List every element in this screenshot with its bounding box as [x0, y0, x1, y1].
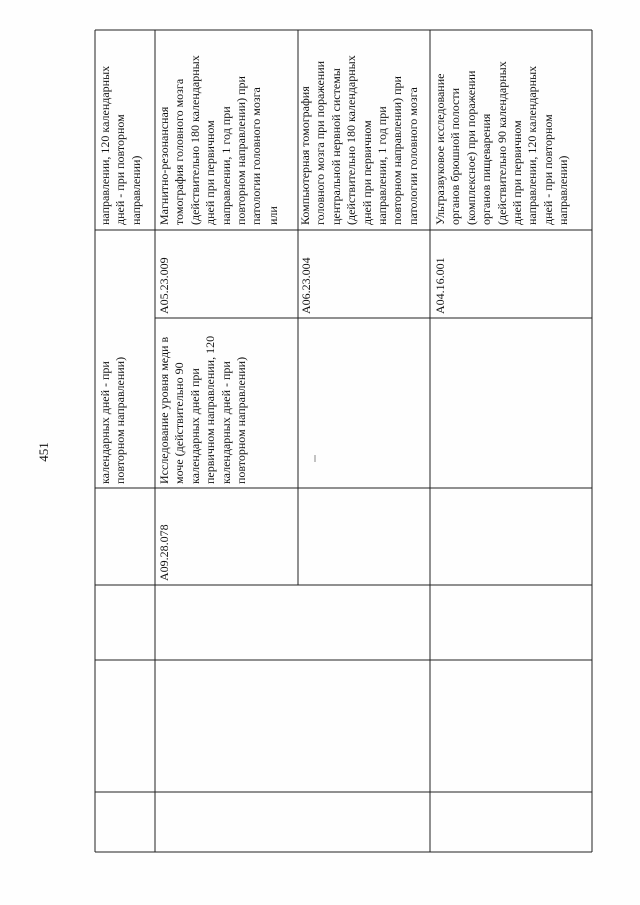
instrumental-code-ct: A06.23.004 [299, 257, 313, 314]
instrumental-code-mri: A05.23.009 [157, 257, 171, 314]
instrumental-name-ultrasound: Ультразвуковое исследование органов брюшной полости (комплексное) при поражении органов пищеварения (действительно 90 календарных дней при первичном направлении, 120 календарных дней - при повторном направлении) [433, 61, 571, 225]
instrumental-name-mri: Магнитно-резонансная томография головного мозга (действительно 180 календарных дней при первичном направлении, 1 год при повторном направлении) при патологии головного мозга [157, 55, 264, 225]
service-code-copper: A09.28.078 [157, 524, 171, 581]
service-name-first-tail: календарных дней - при повторном направлении) [98, 356, 128, 484]
instrumental-code-ultrasound: A04.16.001 [433, 257, 447, 314]
page-number: 451 [36, 442, 51, 462]
service-name-copper: Исследование уровня меди в моче (действительно 90 календарных дней при первичном направлении, 120 календарных дней - при повторном направлении) [157, 335, 249, 484]
instrumental-name-first-tail: направлении, 120 календарных дней - при повторном направлении) [98, 65, 143, 225]
or-label: или [266, 206, 280, 225]
instrumental-name-ct: Компьютерная томография головного мозга при поражении центральной нервной системы (действительно 180 календарных дней при первичном направлении, 1 год при повторном направлении) при патологии головного мозга [298, 55, 420, 225]
